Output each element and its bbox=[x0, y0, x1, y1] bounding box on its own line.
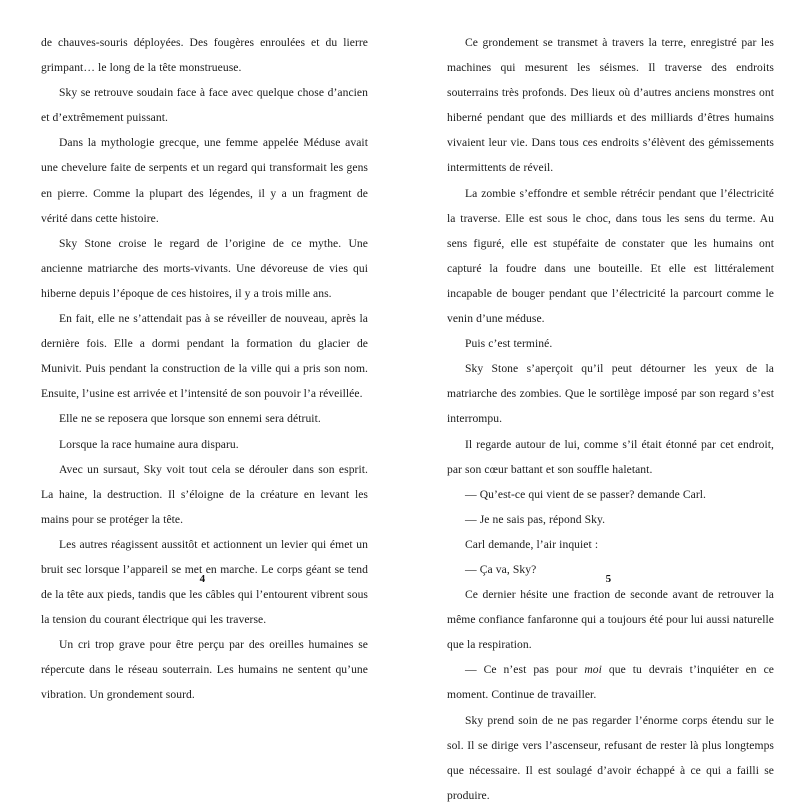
dialogue-line: — Ça va, Sky? bbox=[464, 562, 537, 576]
paragraph: Les autres réagissent aussitôt et actionnent un levier qui émet un bruit sec lorsque l’appareil se met en marche. Le corps géant se tend de la tête aux pieds, tandis que les câbles qui l’entourent vibrent sous la tension du courant électrique qui les traverse. bbox=[41, 537, 368, 627]
paragraph: La zombie s’effondre et semble rétrécir pendant que l’électricité la traverse. Elle est sous le choc, dans tous les sens du terme. Au sens figuré, elle est stupéfaite de constater que les humains ont capturé la foudre dans une bouteille. Et elle est littéralement incapable de bouger pendant que l’électricité la parcourt comme le venin d’une méduse. bbox=[447, 186, 774, 326]
paragraph: Elle ne se reposera que lorsque son ennemi sera détruit. bbox=[58, 412, 321, 426]
paragraph: Un cri trop grave pour être perçu par des oreilles humaines se répercute dans le réseau souterrain. Les humains ne sentent qu’une vibration. Un grondement sourd. bbox=[41, 638, 368, 702]
dialogue-text-before: — Ce n’est pas pour bbox=[464, 663, 585, 677]
dialogue-text-after: que tu devrais t’inquiéter en ce moment. Continue de travailler. bbox=[447, 663, 774, 702]
paragraph: Ce grondement se transmet à travers la terre, enregistré par les machines qui mesurent les séismes. Il traverse des endroits souterrains très profonds. Des lieux où d’autres anciens monstres ont hiberné pendant que des milliards et des milliards d’êtres humains vivaient leur vie. Dans tous ces endroits s’élèvent des gémissements intermittents de réveil. bbox=[447, 36, 774, 175]
left-page bbox=[0, 0, 405, 702]
paragraph: Sky prend soin de ne pas regarder l’énorme corps étendu sur le sol. Il se dirige vers l’ascenseur, refusant de rester là plus longtemps que nécessaire. Il est soulagé d’avoir échappé à ce qui a failli se produire. bbox=[447, 713, 774, 802]
paragraph: Puis c’est terminé. bbox=[464, 337, 553, 351]
dialogue-line-emphasis bbox=[447, 657, 774, 707]
emphasized-word: moi bbox=[584, 663, 602, 677]
paragraph: Avec un sursaut, Sky voit tout cela se dérouler dans son esprit. La haine, la destruction. Il s’éloigne de la créature en levant les mains pour se protéger la tête. bbox=[41, 462, 368, 526]
paragraph: de chauves-souris déployées. Des fougères enroulées et du lierre grimpant… le long de la tête monstrueuse. bbox=[41, 36, 368, 75]
paragraph: Dans la mythologie grecque, une femme appelée Méduse avait une chevelure faite de serpents et un regard qui transformait les gens en pierre. Comme la plupart des légendes, il y a un fragment de vérité dans cette histoire. bbox=[41, 136, 368, 225]
paragraph: Sky se retrouve soudain face à face avec quelque chose d’ancien et d’extrêmement puissant. bbox=[41, 86, 368, 125]
dialogue-line: — Qu’est-ce qui vient de se passer? demande Carl. bbox=[464, 487, 707, 501]
right-page bbox=[405, 0, 810, 802]
page-number: 4 bbox=[199, 573, 206, 585]
paragraph: Lorsque la race humaine aura disparu. bbox=[58, 437, 239, 451]
right-page-body bbox=[447, 30, 774, 808]
dialogue-line: — Je ne sais pas, répond Sky. bbox=[464, 512, 606, 526]
paragraph: En fait, elle ne s’attendait pas à se réveiller de nouveau, après la dernière fois. Elle a dormi pendant la formation du glacier de Munivit. Puis pendant la construction de la ville qui a pris son nom. Ensuite, l’usine est arrivée et l’intensité de son pouvoir l’a réveillée. bbox=[41, 312, 368, 401]
paragraph: Ce dernier hésite une fraction de seconde avant de retrouver la même confiance fanfaronne qui a toujours été pour lui aussi naturelle que la respiration. bbox=[447, 588, 774, 652]
paragraph: Sky Stone croise le regard de l’origine de ce mythe. Une ancienne matriarche des morts-vivants. Une dévoreuse de vies qui hiberne depuis l’époque de ces histoires, il y a trois mille ans. bbox=[41, 236, 368, 300]
paragraph: Carl demande, l’air inquiet : bbox=[464, 537, 599, 551]
page-number: 5 bbox=[605, 573, 612, 585]
paragraph: Il regarde autour de lui, comme s’il était étonné par cet endroit, par son cœur battant et son souffle haletant. bbox=[447, 437, 774, 476]
paragraph: Sky Stone s’aperçoit qu’il peut détourner les yeux de la matriarche des zombies. Que le sortilège imposé par son regard s’est interrompu. bbox=[447, 362, 774, 426]
left-page-body bbox=[41, 30, 368, 708]
